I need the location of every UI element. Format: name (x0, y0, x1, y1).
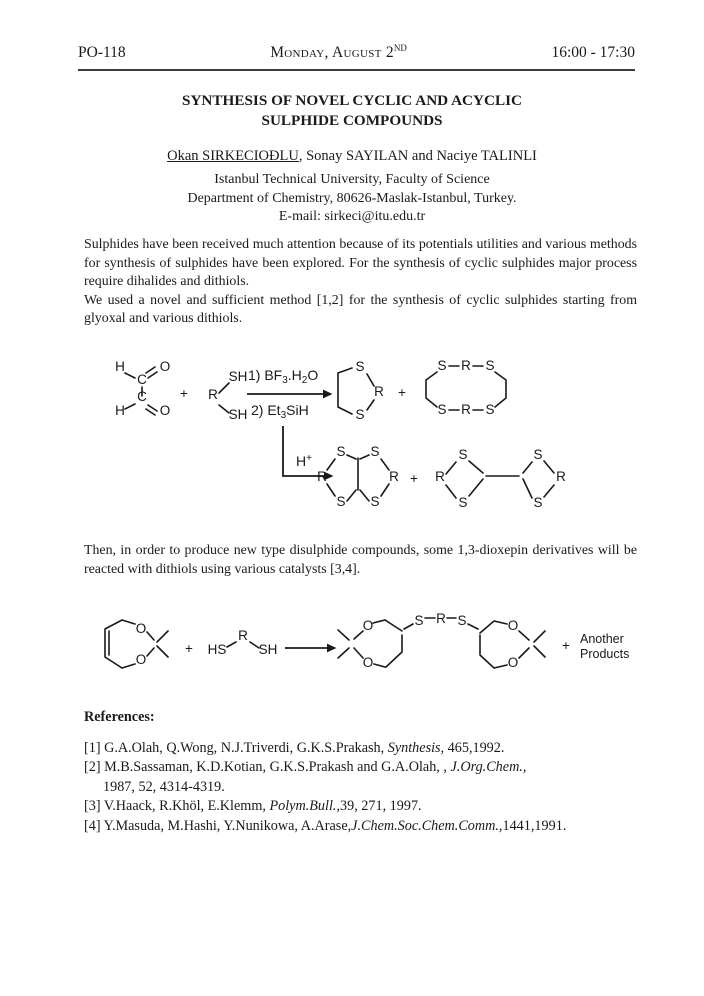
atom-h: H (115, 359, 125, 374)
atom-r: R (435, 469, 445, 484)
atom-s: S (458, 447, 468, 462)
atom-s: S (355, 407, 365, 422)
atom-s: S (485, 358, 495, 373)
left-dioxepane-bonds (338, 620, 413, 667)
title-line-1: SYNTHESIS OF NOVEL CYCLIC AND ACYCLIC (182, 92, 522, 109)
atom-o: O (159, 403, 171, 418)
atom-r: R (436, 611, 446, 626)
reaction-scheme-1 (80, 340, 640, 538)
atom-c: C (137, 372, 147, 387)
atom-sh: SH (228, 369, 248, 384)
atom-r: R (556, 469, 566, 484)
arrowhead (323, 390, 333, 399)
session-date: Monday, August 2ND (270, 42, 407, 61)
reaction-condition-1: 1) $BF_3.H_2O$ (248, 367, 319, 386)
plus-sign: + (410, 471, 418, 486)
atom-hs: HS (207, 642, 227, 657)
page-title (0, 91, 704, 131)
reference-item-1: [1] G.A.Olah, Q.Wong, N.J.Triverdi, G.K.S.Prakash, Synthesis, 465,1992. (84, 740, 505, 756)
dioxepin-structure (105, 620, 168, 668)
atom-o: O (362, 655, 374, 670)
atom-o: O (135, 652, 147, 667)
glyoxal-structure (115, 359, 170, 418)
reaction-arrow-2 (285, 644, 337, 653)
reference-item-3: [3] V.Haack, R.Khöl, E.Klemm, Polym.Bull.,39, 271, 1997. (84, 798, 422, 815)
atom-c: C (137, 389, 147, 404)
atom-s: S (370, 444, 380, 459)
atom-r: R (317, 469, 327, 484)
atom-r: R (461, 402, 471, 417)
hplus-label: H+ (296, 453, 312, 469)
plus-sign: + (562, 638, 570, 653)
atom-s: S (458, 495, 468, 510)
references-list (84, 739, 640, 836)
atom-r: R (374, 384, 384, 399)
abstract-paragraph-1: Sulphides have been received much attention because of its potentials utilities and various methods for synthesis of sulphides have been explored. For the synthesis of cyclic sulphides major process require dihalides and dithiols. (84, 237, 637, 290)
plus-sign: + (185, 641, 193, 656)
atom-s: S (485, 402, 495, 417)
atom-s: S (336, 444, 346, 459)
atom-r: R (208, 387, 218, 402)
reference-item-4: [4] Y.Masuda, M.Hashi, Y.Nunikowa, A.Arase,J.Chem.Soc.Chem.Comm.,1441,1991. (84, 817, 567, 834)
session-code: PO-118 (78, 44, 126, 61)
dithiol-structure-2 (208, 628, 278, 657)
date-ordinal: ND (393, 42, 407, 53)
title-line-2: SULPHIDE COMPOUNDS (261, 112, 443, 129)
author-lead: Okan SIRKECIOĐLU (167, 148, 299, 164)
another-products-label-2: Products (580, 647, 630, 661)
another-products-label-1: Another (580, 632, 624, 646)
atom-o: O (362, 618, 374, 633)
atom-sh: SH (258, 642, 278, 657)
dithiol-structure (208, 369, 247, 422)
atom-s: S (355, 359, 365, 374)
reference-item-2-continued: 1987, 52, 4314-4319. (103, 778, 225, 795)
atom-o: O (507, 618, 519, 633)
bis-dithietane-bonds (446, 461, 554, 498)
abstract-paragraph-3: Then, in order to produce new type disulphide compounds, some 1,3-dioxepin derivatives will be reacted with dithiols using various catalysts [3,4]. (84, 543, 637, 577)
atom-o: O (507, 655, 519, 670)
reaction-arrow-1 (247, 367, 333, 421)
reference-item-2: [2] M.B.Sassaman, K.D.Kotian, G.K.S.Prakash and G.A.Olah, , J.Org.Chem., (84, 759, 527, 776)
dithiol-bonds (219, 383, 229, 413)
bis-dithietane-structure (435, 447, 566, 510)
atom-r: R (238, 628, 248, 643)
bis-dioxepane-product (338, 611, 545, 670)
reaction-scheme-2 (80, 597, 640, 697)
atom-s: S (437, 358, 447, 373)
references-heading: References: (84, 709, 155, 725)
affiliation-line-2: Department of Chemistry, 80626-Maslak-Istanbul, Turkey. (187, 190, 517, 206)
affiliation (0, 171, 704, 227)
atom-o: O (135, 621, 147, 636)
authors-rest: , Sonay SAYILAN and Naciye TALINLI (298, 148, 537, 164)
session-header (78, 44, 635, 71)
atom-o: O (159, 359, 171, 374)
session-time: 16:00 - 17:30 (551, 44, 635, 61)
reaction-condition-2: 2) $Et_3SiH$ (251, 402, 309, 421)
atom-s: S (533, 447, 543, 462)
arrowhead (327, 644, 337, 653)
plus-sign: + (180, 386, 188, 401)
affiliation-line-3: E-mail: sirkeci@itu.edu.tr (278, 209, 426, 224)
atom-s: S (370, 494, 380, 509)
atom-h: H (115, 403, 125, 418)
right-dioxepane-bonds (468, 621, 545, 668)
atom-r: R (389, 469, 399, 484)
atom-sh: SH (228, 407, 248, 422)
atom-r: R (461, 358, 471, 373)
abstract-paragraph-2: We used a novel and sufficient method [1,2] for the synthesis of cyclic sulphides starting from glyoxal and various dithiols. (84, 292, 637, 327)
atom-s: S (533, 495, 543, 510)
authors (0, 148, 704, 165)
macrocycle-structure (426, 358, 506, 417)
atom-s: S (414, 613, 424, 628)
abstract-text (84, 236, 637, 329)
affiliation-line-1: Istanbul Technical University, Faculty of Science (214, 172, 490, 187)
plus-sign: + (398, 385, 406, 400)
atom-s: S (457, 613, 467, 628)
atom-s: S (336, 494, 346, 509)
dithiolane-structure (338, 359, 384, 422)
atom-s: S (437, 402, 447, 417)
